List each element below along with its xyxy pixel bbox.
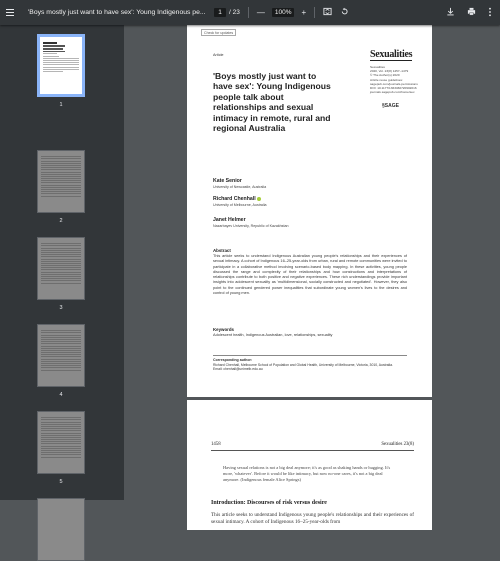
corresponding-author-heading: Corresponding author: — [213, 358, 253, 362]
zoom-in-button[interactable]: + — [301, 7, 307, 17]
page-indicator — [214, 8, 240, 17]
toolbar-divider — [248, 7, 249, 18]
journal-info-line: sagepub.com/journals-permissions — [370, 81, 418, 86]
thumbnail-image — [37, 150, 85, 213]
keywords-heading: Keywords — [213, 327, 234, 332]
thumbnail-page-2[interactable] — [37, 150, 85, 224]
article-type-label: Article — [213, 53, 224, 57]
author-affiliation: University of Newcastle, Australia — [213, 185, 267, 189]
thumbnail-number: 4 — [59, 392, 63, 398]
print-icon[interactable] — [467, 7, 476, 18]
sage-swirl-icon: § — [382, 103, 385, 109]
author-name: Kate Senior — [213, 178, 242, 184]
author-block — [213, 196, 267, 207]
pdf-viewer[interactable] — [124, 25, 500, 525]
thumbnail-page-5[interactable] — [37, 411, 85, 485]
journal-info-line: DOI: 10.1177/1363460720902016 — [370, 86, 417, 91]
keywords-text: Adolescent health, Indigenous Australian, love, relationships, sexuality — [213, 333, 333, 337]
thumbnail-number: 5 — [59, 479, 63, 485]
journal-info-line: Sexualities — [370, 65, 385, 69]
thumbnail-page-1[interactable] — [37, 34, 85, 108]
more-options-icon[interactable] — [488, 7, 492, 19]
thumbnail-number: 3 — [59, 305, 63, 311]
toolbar-divider — [314, 7, 315, 18]
journal-info-line: 2020, Vol. 23(8) 1457–1479 — [370, 69, 409, 74]
pdf-page-2 — [187, 400, 432, 530]
thumbnail-page-6[interactable] — [37, 498, 85, 561]
epigraph: Having sexual relations is not a big deal anymore; it's as good as shaking hands or hugging. It's more, 'whatever'. Before it would be like intimacy, but now no-one cares, it's not a big deal anymore. (Indigenous female Alice Springs) — [223, 465, 391, 482]
thumbnail-sidebar — [0, 25, 124, 500]
thumbnail-image — [37, 34, 85, 97]
author-affiliation: University of Melbourne, Australia — [213, 203, 267, 207]
page-total: / 23 — [229, 9, 240, 16]
journal-info-line: journals.sagepub.com/home/sex — [370, 90, 415, 95]
running-header: Sexualities 23(8) — [381, 442, 414, 447]
abstract-text: This article seeks to understand Indigenous Australian young people's relationships and their experiences of sexual intimacy. A cohort of Indigenous 16–25-year-olds from urban, rural and remote communities were invited to participate in a collaborative method involving scenario-based body mapping. In these activities, young people discussed the range and complexity of their relationships and how constructions and interpretations of relationships contribute to both positive and negative experiences. These rich understandings provide important insights into adolescent sexuality as 'multidimensional, socially constructed and negotiated'. However, they also point to the continued gendered power inequalities that subordinate young women's lives to the desires and control of young men. — [213, 254, 407, 296]
thumbnail-image — [37, 237, 85, 300]
thumbnail-number: 1 — [59, 102, 63, 108]
publisher-name: SAGE — [384, 103, 399, 109]
pdf-toolbar — [0, 0, 500, 25]
abstract-heading: Abstract — [213, 248, 231, 253]
journal-logo: Sexualities — [370, 49, 413, 60]
thumbnail-page-3[interactable] — [37, 237, 85, 311]
page-number-input[interactable]: 1 — [214, 8, 226, 17]
document-title: 'Boys mostly just want to have sex': Young Indigenous pe... — [28, 9, 206, 16]
pdf-page-1 — [187, 25, 432, 397]
thumbnail-image — [37, 411, 85, 474]
body-text: This article seeks to understand Indigenous young people's relationships and their experiences of sexual intimacy. A cohort of Indigenous 16–25-year-olds from — [211, 512, 414, 525]
footnote-divider — [213, 355, 407, 356]
check-updates-badge[interactable]: Check for updates — [201, 29, 236, 36]
author-block — [213, 217, 288, 228]
menu-icon[interactable] — [6, 9, 22, 16]
author-affiliation: Nazarbayev University, Republic of Kazakhstan — [213, 224, 289, 228]
publisher-logo — [382, 103, 399, 109]
download-icon[interactable] — [446, 7, 455, 18]
thumbnail-page-4[interactable] — [37, 324, 85, 398]
header-divider — [211, 450, 414, 451]
fit-page-icon[interactable] — [323, 7, 332, 18]
zoom-controls — [257, 8, 306, 17]
journal-info — [370, 65, 418, 94]
thumbnail-image — [37, 324, 85, 387]
article-title: 'Boys mostly just want to have sex': Young Indigenous people talk about relationships and sexual intimacy in remote, rural and regional Australia — [213, 71, 331, 134]
zoom-out-button[interactable]: — — [256, 7, 265, 17]
orcid-icon[interactable] — [257, 197, 261, 201]
author-block — [213, 178, 266, 189]
author-name: Janet Helmer — [213, 217, 246, 223]
thumbnail-image — [37, 498, 85, 561]
corresponding-author-email[interactable]: Email: chenhall@unimelb.edu.au — [213, 367, 263, 372]
journal-info-line: © The Author(s) 2020 — [370, 73, 400, 78]
corresponding-author-text: Richard Chenhall, Melbourne School of Population and Global Health, University of Melbourne, Victoria, 3010, Australia. — [213, 362, 393, 367]
section-heading: Introduction: Discourses of risk versus desire — [211, 500, 327, 506]
corresponding-author — [213, 358, 407, 372]
journal-info-line: Article reuse guidelines: — [370, 77, 403, 82]
author-name: Richard Chenhall — [213, 196, 256, 202]
page-number: 1458 — [211, 442, 221, 447]
rotate-icon[interactable] — [340, 7, 349, 18]
thumbnail-number: 2 — [59, 218, 63, 224]
zoom-level-input[interactable]: 100% — [272, 8, 295, 17]
